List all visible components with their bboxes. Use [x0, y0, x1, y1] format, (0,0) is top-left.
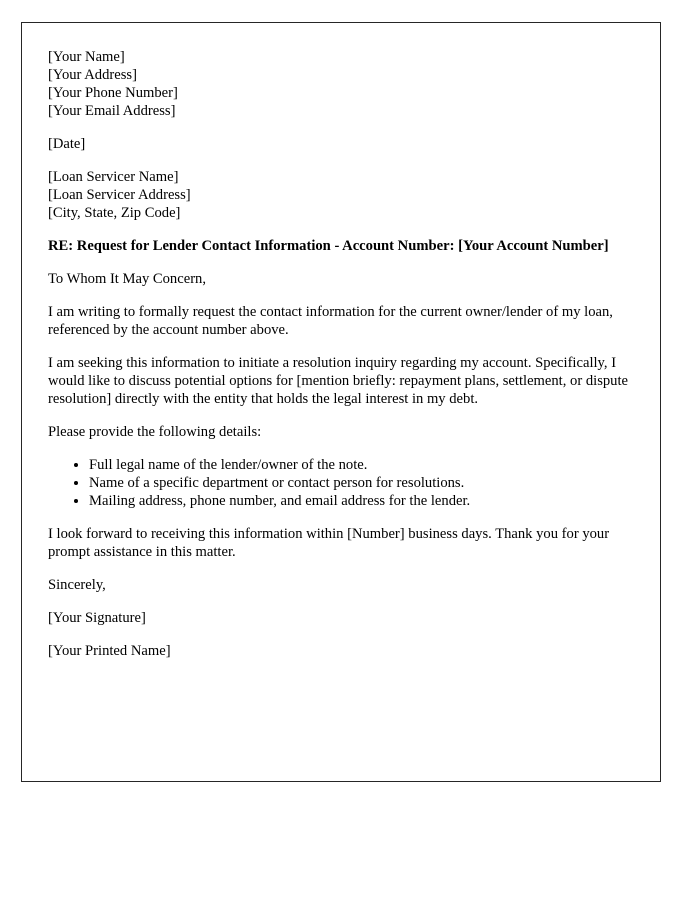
letter-body	[48, 48, 638, 660]
recipient-address-block	[48, 168, 638, 222]
list-item: • Full legal name of the lender/owner of the note.	[89, 456, 638, 474]
recipient-address: [Loan Servicer Address]	[48, 187, 191, 203]
sender-address: [Your Address]	[48, 67, 137, 83]
requested-details-list	[48, 456, 638, 510]
signature-placeholder: [Your Signature]	[48, 610, 146, 626]
body-paragraph-3: I look forward to receiving this information within [Number] business days. Thank you for your prompt assistance in this matter.	[48, 526, 610, 560]
date-placeholder: [Date]	[48, 136, 86, 152]
sender-name: [Your Name]	[48, 49, 125, 65]
sender-address-block	[48, 48, 638, 120]
date-block	[48, 135, 638, 153]
sender-phone: [Your Phone Number]	[48, 85, 178, 101]
recipient-name: [Loan Servicer Name]	[48, 169, 179, 185]
body-paragraph-1: I am writing to formally request the contact information for the current owner/lender of my loan, referenced by the account number above.	[48, 304, 613, 338]
list-item: • Mailing address, phone number, and email address for the lender.	[89, 492, 638, 510]
recipient-city-state-zip: [City, State, Zip Code]	[48, 205, 181, 221]
list-item: • Name of a specific department or contact person for resolutions.	[89, 474, 638, 492]
body-paragraph-2: I am seeking this information to initiate a resolution inquiry regarding my account. Specifically, I would like to discuss potential options for [mention briefly: repayment plans, settlement, or dispute resolution] directly with the entity that holds the legal interest in my debt.	[48, 355, 628, 407]
closing: Sincerely,	[48, 577, 106, 593]
sender-email: [Your Email Address]	[48, 103, 176, 119]
subject-line: RE: Request for Lender Contact Information - Account Number: [Your Account Number]	[48, 238, 609, 254]
salutation: To Whom It May Concern,	[48, 271, 206, 287]
printed-name-placeholder: [Your Printed Name]	[48, 643, 171, 659]
list-intro: Please provide the following details:	[48, 424, 262, 440]
document-page-frame	[21, 22, 661, 782]
